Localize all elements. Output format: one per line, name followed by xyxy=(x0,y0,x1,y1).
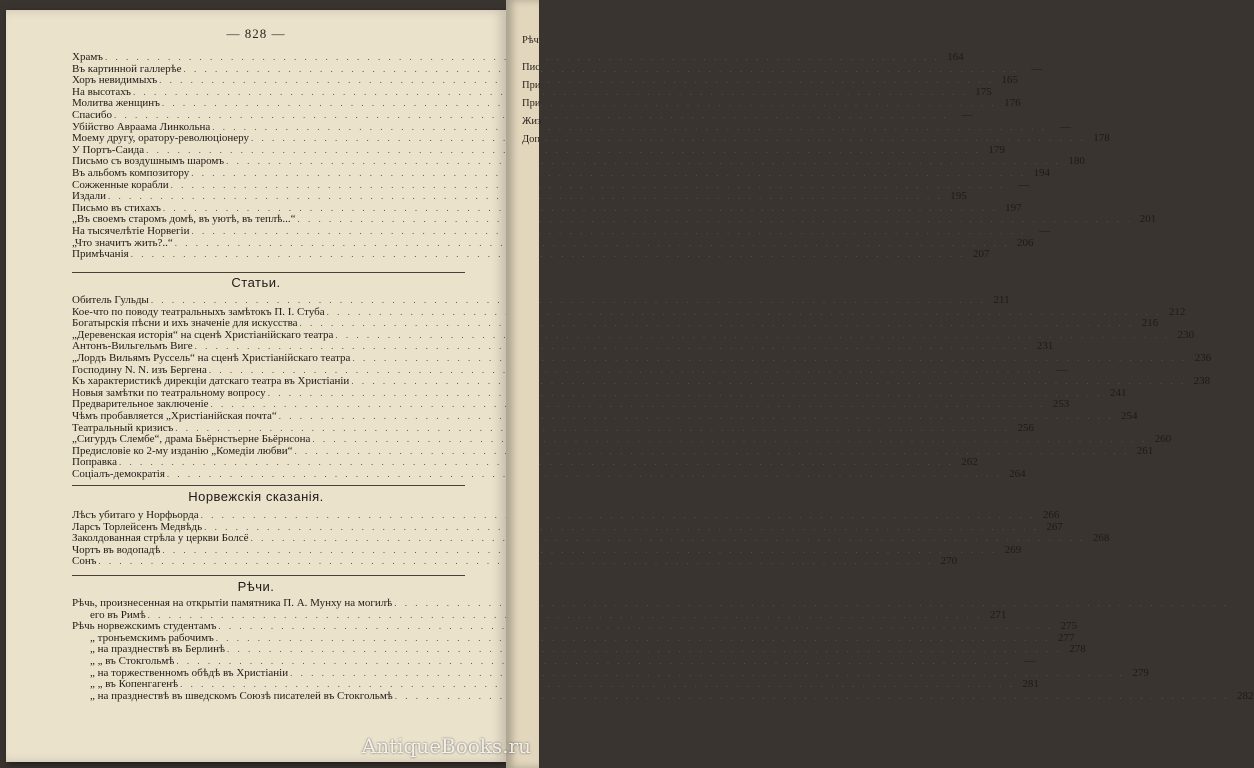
dot-leader xyxy=(279,411,1114,423)
toc-entry-page: 211 xyxy=(993,294,1010,306)
toc-entry-page: 254 xyxy=(1121,409,1138,422)
toc-entry-page: 201 xyxy=(1139,213,1157,226)
dot-leader xyxy=(151,295,986,307)
toc-entry-page: — xyxy=(1039,224,1051,237)
toc-entry-title: Обитель Гульды xyxy=(72,294,149,306)
dot-leader xyxy=(131,249,966,261)
toc-entry-page: 195 xyxy=(950,190,967,203)
toc-entry-title: Рѣчь норвежскимъ студентамъ xyxy=(72,620,217,633)
watermark: AntiqueBooks.ru xyxy=(361,734,531,758)
toc-entry-title: „ „ въ Стокгольмѣ xyxy=(90,654,175,667)
toc-entry-title: „ тронъемскимъ рабочимъ xyxy=(90,631,214,644)
toc-entry-title: Театральный кризисъ xyxy=(72,421,174,434)
toc-entry-title: Въ альбомъ композитору xyxy=(72,166,190,179)
toc-entry-page: 256 xyxy=(1017,421,1035,434)
toc-entry-page: 268 xyxy=(1092,532,1110,545)
toc-entry xyxy=(72,678,1039,691)
dot-leader xyxy=(167,469,1002,481)
toc-entry-title: На высотахъ xyxy=(72,85,131,98)
toc-entry-page: 266 xyxy=(1042,509,1060,521)
section-divider xyxy=(72,485,465,486)
toc-entry xyxy=(72,444,1154,458)
toc-section-articles xyxy=(72,294,1212,481)
toc-entry-page: 270 xyxy=(940,555,958,568)
toc-entry-page: 165 xyxy=(1001,74,1018,87)
dot-leader xyxy=(227,644,1062,656)
toc-entry xyxy=(72,248,990,261)
toc-entry-title: Письмо въ стихахъ xyxy=(72,201,161,214)
toc-entry xyxy=(72,375,1211,388)
toc-entry-title: Ларсъ Торлейсенъ Медвѣдь xyxy=(72,520,203,533)
section-divider xyxy=(72,272,465,273)
dot-leader xyxy=(162,545,997,557)
toc-section-speeches xyxy=(72,597,1254,702)
toc-entry-page: 180 xyxy=(1068,155,1085,168)
adjacent-page-edge xyxy=(506,0,542,768)
toc-entry-page: 179 xyxy=(988,143,1005,156)
dot-leader xyxy=(226,156,1061,168)
toc-entry-title: „ на празднествѣ въ Берлинѣ xyxy=(90,643,225,656)
toc-entry-title: Кое-что по поводу театральныхъ замѣтокъ П. І. Стуба xyxy=(72,305,325,318)
toc-entry-page: 236 xyxy=(1194,351,1212,364)
toc-entry-title: „ „ въ Копенгагенѣ xyxy=(90,678,179,691)
toc-entry-page: 278 xyxy=(1069,643,1086,656)
toc-entry xyxy=(72,689,1254,703)
toc-entry-page: 194 xyxy=(1033,166,1050,179)
toc-entry-title: Моему другу, оратору-революціонеру xyxy=(72,132,250,145)
toc-entry-page: 212 xyxy=(1168,305,1186,318)
toc-entry xyxy=(72,543,1022,557)
toc-entry-title: У Портъ-Саида xyxy=(72,143,145,156)
toc-entry-page: 175 xyxy=(975,85,992,98)
toc-entry-page: 269 xyxy=(1004,543,1022,556)
toc-entry-page: — xyxy=(1060,120,1072,133)
toc-section-legends xyxy=(72,509,1110,568)
toc-entry-page: 176 xyxy=(1004,97,1021,110)
dot-leader xyxy=(211,399,1046,411)
toc-entry-page: 238 xyxy=(1193,375,1211,388)
dot-leader xyxy=(268,388,1103,400)
toc-entry-title: Поправка xyxy=(72,456,117,469)
toc-entry xyxy=(72,433,1172,446)
toc-entry-title: Предварительное заключеніе xyxy=(72,398,209,411)
adjacent-page-fragment: Жиз xyxy=(522,116,542,127)
dot-leader xyxy=(204,522,1039,534)
dot-leader xyxy=(352,353,1187,365)
toc-entry-title: Примѣчанія xyxy=(72,248,129,261)
toc-entry-page: 230 xyxy=(1177,328,1195,341)
toc-entry-page: — xyxy=(1018,178,1030,191)
toc-entry-page: — xyxy=(1056,363,1068,376)
toc-entry-page: 178 xyxy=(1093,132,1110,145)
dot-leader xyxy=(218,621,1053,633)
toc-entry-title: Въ картинной галлерѣе xyxy=(72,62,182,75)
section-heading-legends: Норвежскія сказанія. xyxy=(188,489,324,504)
toc-entry-title: Заколдованная стрѣла у церкви Болсё xyxy=(72,532,249,545)
toc-entry-title: Господину N. N. изъ Бергена xyxy=(72,363,207,376)
dot-leader xyxy=(251,133,1086,145)
toc-entry xyxy=(72,654,1036,668)
toc-entry-page: 271 xyxy=(989,608,1007,621)
dot-leader xyxy=(251,533,1086,545)
toc-entry xyxy=(72,351,1212,365)
toc-entry-title: Сонъ xyxy=(72,555,97,568)
toc-entry-title: Богатырскія пѣсни и ихъ значеніе для искусства xyxy=(72,317,298,330)
toc-entry-page: 282 xyxy=(1237,689,1254,702)
dot-leader xyxy=(159,75,994,87)
toc-entry-page: — xyxy=(1031,62,1043,75)
dot-leader xyxy=(175,238,1010,250)
toc-entry-title: Храмъ xyxy=(72,51,103,63)
dot-leader xyxy=(146,145,981,157)
toc-entry-title: Письмо съ воздушнымъ шаромъ xyxy=(72,155,225,168)
dot-leader xyxy=(184,64,1019,76)
dot-leader xyxy=(298,214,1133,226)
dot-leader xyxy=(191,168,1026,180)
section-divider xyxy=(72,575,465,576)
toc-entry-title: Предисловіе ко 2-му изданію „Комедіи любви“ xyxy=(72,444,293,457)
toc-entry xyxy=(72,236,1034,250)
dot-leader xyxy=(290,668,1125,680)
toc-entry-page: 164 xyxy=(947,51,964,63)
toc-entry-page: 261 xyxy=(1136,444,1154,457)
toc-entry-title: „Деревенская исторія“ на сценѣ Христіанійскаго театра xyxy=(72,328,334,341)
toc-entry-title: Соціалъ-демократія xyxy=(72,467,165,480)
toc-entry-page: 216 xyxy=(1141,317,1159,330)
toc-entry-title: Къ характеристикѣ дирекціи датскаго театра въ Христіаніи xyxy=(72,375,350,388)
dot-leader xyxy=(294,446,1129,458)
toc-entry xyxy=(72,598,465,610)
toc-entry-title: Спасибо xyxy=(72,108,112,121)
toc-entry xyxy=(72,294,1010,307)
toc-entry-title: Хоръ невидимыхъ xyxy=(72,74,158,87)
toc-entry-title: Молитва женщинъ xyxy=(72,97,160,110)
toc-entry-title: На тысячелѣтіе Норвегіи xyxy=(72,224,190,237)
toc-entry-title: Новыя замѣтки по театральному вопросу xyxy=(72,386,266,399)
dot-leader xyxy=(162,98,997,110)
toc-entry-title: Антонъ-Вильгельмъ Виге xyxy=(72,340,193,353)
toc-entry-title: его въ Римѣ xyxy=(90,608,146,621)
adjacent-page-fragment: Пис xyxy=(522,62,540,73)
toc-entry-title: Издали xyxy=(72,190,107,203)
toc-entry-page: 275 xyxy=(1060,620,1078,633)
toc-entry-page: 262 xyxy=(961,456,978,469)
dot-leader xyxy=(216,633,1051,645)
toc-entry-title: „Лордъ Вильямъ Руссель“ на сценѣ Христіанійскаго театра xyxy=(72,351,351,364)
adjacent-page-fragment: Доп xyxy=(522,134,541,145)
toc-entry-page: 279 xyxy=(1132,666,1149,679)
toc-entry xyxy=(72,224,1051,238)
toc-entry-page: — xyxy=(1024,654,1036,667)
toc-entry xyxy=(72,190,967,203)
toc-entry-title: „Въ своемъ старомъ домѣ, въ уютѣ, въ теплѣ...“ xyxy=(72,213,296,226)
adjacent-page-fragment: При xyxy=(522,80,541,91)
toc-entry xyxy=(72,467,1026,481)
toc-entry-title: „Сигурдъ Слембе“, драма Бьёрнстьерне Бьёрнсона xyxy=(72,433,311,446)
toc-entry-page: 206 xyxy=(1017,236,1034,249)
dot-leader xyxy=(192,226,1027,238)
toc-entry-page: 231 xyxy=(1036,340,1054,353)
adjacent-page-fragment: При xyxy=(522,98,541,109)
toc-entry-title: Чѣмъ пробавляется „Христіанійская почта“ xyxy=(72,409,277,422)
toc-entry xyxy=(72,166,1050,180)
dot-leader xyxy=(312,434,1147,446)
toc-entry-title: Лѣсъ убитаго у Норфьорда xyxy=(72,509,199,521)
page-number: — 828 — xyxy=(226,26,286,41)
dot-leader xyxy=(327,307,1162,319)
toc-entry-title: Убійство Авраама Линкольна xyxy=(72,120,211,133)
toc-entry xyxy=(72,178,1030,192)
toc-entry-page: 197 xyxy=(1005,201,1022,214)
toc-entry xyxy=(72,555,958,568)
section-heading-speeches: Рѣчи. xyxy=(237,579,275,594)
dot-leader xyxy=(148,610,983,622)
dot-leader xyxy=(180,679,1015,691)
toc-entry-page: 264 xyxy=(1009,467,1026,480)
toc-entry xyxy=(72,509,1060,522)
toc-entry-page: 207 xyxy=(972,248,990,261)
adjacent-page-fragment: Рѣч xyxy=(522,35,539,46)
dot-leader xyxy=(171,180,1006,192)
toc-entry-page: 241 xyxy=(1109,386,1127,399)
dot-leader xyxy=(300,318,1135,330)
toc-entry-title: „Что значитъ жить?..“ xyxy=(72,236,173,249)
toc-entry-title: Сожженные корабли xyxy=(72,178,169,191)
toc-entry-title: „ на празднествѣ въ шведскомъ Союзѣ писателей въ Стокгольмѣ xyxy=(90,689,393,702)
toc-entry-page: 253 xyxy=(1052,398,1070,411)
toc-entry-page: 281 xyxy=(1022,678,1039,691)
dot-leader xyxy=(351,376,1186,388)
toc-entry-title: Рѣчь, произнесенная на открытіи памятника П. А. Мунху на могилѣ xyxy=(72,597,393,609)
toc-entry-title: Чортъ въ водопадѣ xyxy=(72,543,161,556)
toc-entry-page: 277 xyxy=(1058,631,1075,644)
section-heading-articles: Статьи. xyxy=(231,275,281,290)
toc-entry-page: — xyxy=(961,108,973,121)
dot-leader xyxy=(212,122,1047,134)
dot-leader xyxy=(176,656,1011,668)
dot-leader xyxy=(201,510,1036,522)
toc-entry-title: „ на торжественномъ обѣдѣ въ Христіаніи xyxy=(90,666,289,679)
dot-leader xyxy=(133,87,968,99)
toc-entry xyxy=(72,51,964,64)
toc-entry-page: 260 xyxy=(1154,433,1172,446)
toc-entry xyxy=(72,409,1138,423)
toc-entry-page: 267 xyxy=(1046,520,1063,533)
